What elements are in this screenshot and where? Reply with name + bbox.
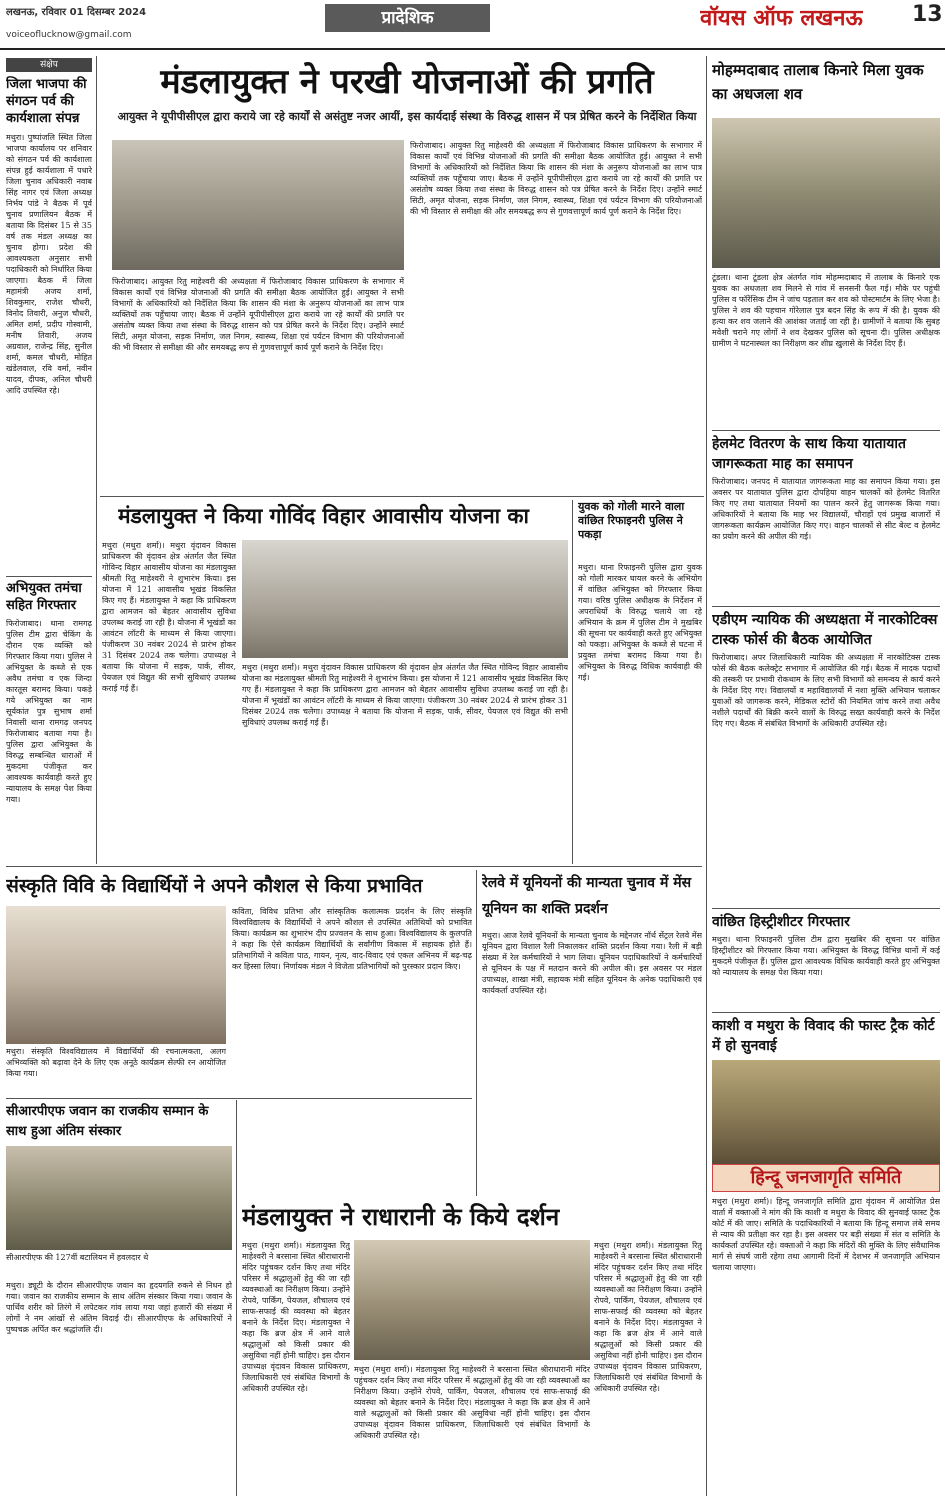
- second-story-photo: [242, 540, 568, 658]
- crpf-photo: [6, 1146, 232, 1250]
- page-number: 13: [912, 2, 943, 27]
- masthead: [0, 0, 945, 50]
- left-story2-headline: अभियुक्त तमंचा सहित गिरफ्तार: [6, 581, 82, 613]
- radha-headline: मंडलायुक्त ने राधारानी के किये दर्शन: [242, 1203, 560, 1231]
- second-story-headline: मंडलायुक्त ने किया गोविंद विहार आवासीय योजना का: [118, 504, 529, 528]
- railway-headline: रेलवे में यूनियनों की मान्यता चुनाव में मेंस यूनियन का शक्ति प्रदर्शन: [482, 875, 692, 917]
- right-story1-body: टूंडला। थाना टूंडला क्षेत्र अंतर्गत गांव मोहम्मदाबाद में तालाब के किनारे एक युवक का अधजला शव मिलने से गांव में सनसनी फैल गई। मौके पर पहुंची पुलिस व फॉरेंसिक टीम ने जांच पड़ताल कर शव को पोस्टमार्टम के लिए भेजा है। पुलिस ने शव की पहचान गोरेलाल पुत्र बदन सिंह के रूप में की है। युवक की हत्या कर शव जलाने की आशंका जताई जा रही है। ग्रामीणों ने बताया कि सुबह मवेशी चराने गए लोगों ने शव देखकर पुलिस को सूचना दी। पुलिस अधीक्षक ग्रामीण ने घटनास्थल का निरीक्षण कर शीघ्र खुलासे के निर्देश दिए हैं।: [712, 273, 940, 348]
- second-story-body-part1: मथुरा (मथुरा शर्मा)। मथुरा वृंदावन विकास प्राधिकरण की वृंदावन क्षेत्र अंतर्गत जैत स्थित गोविन्द विहार आवासीय योजना का मंडलायुक्त श्रीमती रितु माहेश्वरी ने शुभारंभ किया। इस योजना में 121 आवासीय भूखंड विकसित किए गए हैं। मंडलायुक्त ने कहा कि प्राधिकरण द्वारा आमजन को बेहतर आवासीय सुविधा उपलब्ध कराई जा रही है। योजना में भूखंडों का आवंटन लॉटरी के माध्यम से किया जाएगा। पंजीकरण 30 नवंबर 2024 से प्रारंभ होकर 31 दिसंबर 2024 तक चलेगा। उपाध्यक्ष ने बताया कि योजना में सड़क, पार्क, सीवर, पेयजल एवं विद्युत की सभी सुविधाएं उपलब्ध कराई गई हैं।: [102, 541, 236, 693]
- right-story3-body: फिरोजाबाद। अपर जिलाधिकारी न्यायिक की अध्यक्षता में नारकोटिक्स टास्क फोर्स की बैठक कलेक्ट्रेट सभागार में आयोजित की गई। बैठक में मादक पदार्थों की तस्करी पर प्रभावी रोकथाम के लिए सभी विभागों को समन्वय से कार्य करने के निर्देश दिए गए। विद्यालयों व महाविद्यालयों में नशा मुक्ति अभियान चलाकर युवाओं को जागरूक करने, मेडिकल स्टोरों की नियमित जांच करने तथा अवैध नशीले पदार्थों की बिक्री करने वालों के विरुद्ध सख्त कार्यवाही करने के निर्देश दिए गए। बैठक में संबंधित विभागों के अधिकारी उपस्थित रहे।: [712, 653, 940, 728]
- left-story1-headline: जिला भाजपा की संगठन पर्व की कार्यशाला संपन्न: [6, 77, 87, 126]
- police-story-headline: युवक को गोली मारने वाला वांछित रिफाइनरी पुलिस ने पकड़ा: [578, 500, 685, 541]
- radha-body-part3: मथुरा (मथुरा शर्मा)। मंडलायुक्त रितु माहेश्वरी ने बरसाना स्थित श्रीराधारानी मंदिर पहुंचकर दर्शन किए तथा मंदिर परिसर में श्रद्धालुओं हेतु की जा रही व्यवस्थाओं का निरीक्षण किया। उन्होंने रोपवे, पार्किंग, पेयजल, शौचालय एवं साफ-सफाई की व्यवस्था को बेहतर बनाने के निर्देश दिए। मंडलायुक्त ने कहा कि ब्रज क्षेत्र में आने वाले श्रद्धालुओं को किसी प्रकार की असुविधा नहीं होनी चाहिए। इस दौरान उपाध्यक्ष वृंदावन विकास प्राधिकरण, जिलाधिकारी एवं संबंधित विभागों के अधिकारी उपस्थित रहे।: [594, 1241, 702, 1393]
- police-story-body: मथुरा। थाना रिफाइनरी पुलिस द्वारा युवक को गोली मारकर घायल करने के अभियोग में वांछित अभियुक्त को गिरफ्तार किया गया। वरिष्ठ पुलिस अधीक्षक के निर्देशन में अपराधियों के विरुद्ध चलाये जा रहे अभियान के क्रम में पुलिस टीम ने मुखबिर की सूचना पर कार्यवाही करते हुए अभियुक्त को पकड़ा। अभियुक्त के कब्जे से घटना में प्रयुक्त तमंचा बरामद किया गया है। अभियुक्त के विरुद्ध विधिक कार्यवाही की गई।: [578, 563, 702, 682]
- right-story3-headline: एडीएम न्यायिक की अध्यक्षता में नारकोटिक्स टास्क फोर्स की बैठक आयोजित: [712, 612, 938, 648]
- lead-headline: मंडलायुक्त ने परखी योजनाओं की प्रगति: [160, 62, 654, 102]
- crpf-headline: सीआरपीएफ जवान का राजकीय सम्मान के साथ हुआ अंतिम संस्कार: [6, 1104, 209, 1139]
- sanskriti-headline: संस्कृति विवि के विद्यार्थियों ने अपने कौशल से किया प्रभावित: [6, 875, 423, 897]
- right-story1-headline: मोहम्मदाबाद तालाब किनारे मिला युवक का अधजला शव: [712, 61, 924, 103]
- right-story5-body: मथुरा (मथुरा शर्मा)। हिन्दू जनजागृति समिति द्वारा वृंदावन में आयोजित प्रेस वार्ता में वक्ताओं ने मांग की कि काशी व मथुरा के विवाद की सुनवाई फास्ट ट्रैक कोर्ट में की जाए। समिति के पदाधिकारियों ने बताया कि हिन्दू समाज लंबे समय से न्याय की प्रतीक्षा कर रहा है। इस अवसर पर बड़ी संख्या में संत व समिति के कार्यकर्ता उपस्थित रहे। वक्ताओं ने कहा कि मंदिरों की मुक्ति के लिए संवैधानिक मार्ग से संघर्ष जारी रहेगा तथा आगामी दिनों में देशभर में जनजागृति अभियान चलाया जाएगा।: [712, 1197, 940, 1272]
- lead-body-part2: फिरोजाबाद। आयुक्त रितु माहेश्वरी की अध्यक्षता में फिरोजाबाद विकास प्राधिकरण के सभागार में विकास कार्यों एवं विभिन्न योजनाओं की प्रगति की समीक्षा बैठक आयोजित हुई। आयुक्त ने सभी विभागों के अधिकारियों को निर्देशित किया कि शासन की मंशा के अनुरूप योजनाओं का लाभ पात्र व्यक्तियों तक पहुँचाया जाए। बैठक में उन्होंने यूपीपीसीएल द्वारा कराये जा रहे कार्यों की प्रगति पर असंतोष व्यक्त किया तथा संस्था के विरुद्ध शासन को पत्र प्रेषित करने के निर्देश दिए। उन्होंने स्मार्ट सिटी, अमृत योजना, सड़क निर्माण, जल निगम, स्वास्थ्य, शिक्षा एवं पर्यटन विभाग की परियोजनाओं की भी विस्तार से समीक्षा की और समयबद्ध रूप से गुणवत्तापूर्ण कार्य पूर्ण कराने के निर्देश दिए।: [410, 141, 702, 216]
- right-story5-photo: [712, 1060, 940, 1164]
- right-story2-body: फिरोजाबाद। जनपद में यातायात जागरूकता माह का समापन किया गया। इस अवसर पर यातायात पुलिस द्वारा दोपहिया वाहन चालकों को हेलमेट वितरित किए गए तथा यातायात नियमों का पालन करने हेतु जागरूक किया गया। अधिकारियों ने बताया कि माह भर विद्यालयों, चौराहों एवं प्रमुख बाजारों में जागरूकता कार्यक्रम आयोजित किए गए। वाहन चालकों से सीट बेल्ट व हेलमेट का प्रयोग करने की अपील की गई।: [712, 477, 940, 541]
- sanskriti-body: कविता, विविध प्रतिभा और सांस्कृतिक कलात्मक प्रदर्शन के लिए संस्कृति विश्वविद्यालय के विद्यार्थियों ने अपने कौशल से उपस्थित अतिथियों को प्रभावित किया। कार्यक्रम का शुभारंभ दीप प्रज्वलन के साथ हुआ। विश्वविद्यालय के कुलपति ने कहा कि ऐसे कार्यक्रम विद्यार्थियों के सर्वांगीण विकास में सहायक होते हैं। प्रतिभागियों ने कविता पाठ, गायन, नृत्य, वाद-विवाद एवं एकल अभिनय में बढ़-चढ़ कर हिस्सा लिया। निर्णायक मंडल ने विजेता प्रतिभागियों को पुरस्कार प्रदान किए।: [232, 907, 472, 971]
- lead-subheadline: आयुक्त ने यूपीपीसीएल द्वारा कराये जा रहे कार्यों से असंतुष्ट नजर आयीं, इस कार्यदाई संस्था के विरुद्ध शासन में पत्र प्रेषित करने के निर्देशित किया: [117, 110, 697, 123]
- sanskriti-photo: [6, 906, 226, 1044]
- left-story1-body: मथुरा। पुष्पांजलि स्थित जिला भाजपा कार्यालय पर शनिवार को संगठन पर्व की कार्यशाला संपन्न हुई कार्यशाला में पधारे जिला चुनाव अधिकारी नवाब सिंह नागर एवं जिला अध्यक्ष निर्भय पांडे ने बैठक में पूर्व चुनाव प्रणालियन बैठक में बताया कि दिसंबर 15 से 35 वर्ष तक मंडल अध्यक्ष का चुनाव होगा। प्रदेश की आवश्यकता अनुसार सभी पदाधिकारी को निर्धारित किया जाएगा। बैठक में जिला महामंत्री अजय शर्मा, शिवकुमार, राजेश चौधरी, विनोद तिवारी, अनुज चौधरी, अमित शर्मा, प्रदीप गोस्वामी, मनीष तिवारी, अजय अग्रवाल, राजेन्द्र सिंह, सुनील शर्मा, कमल चौधरी, मोहित खंडेलवाल, रवि वर्मा, नवीन यादव, दीपक, अनिल चौधरी आदि उपस्थित रहे।: [6, 133, 92, 395]
- newspaper-brand: वॉयस ऑफ लखनऊ: [700, 6, 863, 31]
- right-story4-headline: वांछित हिस्ट्रीशीटर गिरफ्तार: [712, 914, 850, 930]
- radha-body-part2: मथुरा (मथुरा शर्मा)। मंडलायुक्त रितु माहेश्वरी ने बरसाना स्थित श्रीराधारानी मंदिर पहुंचकर दर्शन किए तथा मंदिर परिसर में श्रद्धालुओं हेतु की जा रही व्यवस्थाओं का निरीक्षण किया। उन्होंने रोपवे, पार्किंग, पेयजल, शौचालय एवं साफ-सफाई की व्यवस्था को बेहतर बनाने के निर्देश दिए। मंडलायुक्त ने कहा कि ब्रज क्षेत्र में आने वाले श्रद्धालुओं को किसी प्रकार की असुविधा नहीं होनी चाहिए। इस दौरान उपाध्यक्ष वृंदावन विकास प्राधिकरण, जिलाधिकारी एवं संबंधित विभागों के अधिकारी उपस्थित रहे।: [354, 1365, 590, 1440]
- second-story-body-part2: मथुरा (मथुरा शर्मा)। मथुरा वृंदावन विकास प्राधिकरण की वृंदावन क्षेत्र अंतर्गत जैत स्थित गोविन्द विहार आवासीय योजना का मंडलायुक्त श्रीमती रितु माहेश्वरी ने शुभारंभ किया। इस योजना में 121 आवासीय भूखंड विकसित किए गए हैं। मंडलायुक्त ने कहा कि प्राधिकरण द्वारा आमजन को बेहतर आवासीय सुविधा उपलब्ध कराई जा रही है। योजना में भूखंडों का आवंटन लॉटरी के माध्यम से किया जाएगा। पंजीकरण 30 नवंबर 2024 से प्रारंभ होकर 31 दिसंबर 2024 तक चलेगा। उपाध्यक्ष ने बताया कि योजना में सड़क, पार्क, सीवर, पेयजल एवं विद्युत की सभी सुविधाएं उपलब्ध कराई गई हैं।: [242, 663, 568, 727]
- right-story5-banner: हिन्दू जनजागृति समिति: [712, 1164, 940, 1192]
- sanskriti-photo-caption: मथुरा। संस्कृति विश्वविद्यालय में विद्यार्थियों की रचनात्मकता, अलग अभिव्यक्ति को बढ़ावा देने के लिए एक अनूठे कार्यक्रम सेल्फी रन आयोजित किया गया।: [6, 1047, 226, 1078]
- radha-body-part1: मथुरा (मथुरा शर्मा)। मंडलायुक्त रितु माहेश्वरी ने बरसाना स्थित श्रीराधारानी मंदिर पहुंचकर दर्शन किए तथा मंदिर परिसर में श्रद्धालुओं हेतु की जा रही व्यवस्थाओं का निरीक्षण किया। उन्होंने रोपवे, पार्किंग, पेयजल, शौचालय एवं साफ-सफाई की व्यवस्था को बेहतर बनाने के निर्देश दिए। मंडलायुक्त ने कहा कि ब्रज क्षेत्र में आने वाले श्रद्धालुओं को किसी प्रकार की असुविधा नहीं होनी चाहिए। इस दौरान उपाध्यक्ष वृंदावन विकास प्राधिकरण, जिलाधिकारी एवं संबंधित विभागों के अधिकारी उपस्थित रहे।: [242, 1241, 350, 1393]
- right-story2-headline: हेलमेट वितरण के साथ किया यातायात जागरूकता माह का समापन: [712, 436, 906, 472]
- radha-photo: [354, 1240, 590, 1360]
- section-title: प्रादेशिक: [325, 4, 490, 32]
- lead-photo-meeting: [112, 140, 404, 270]
- masthead-email: voiceoflucknow@gmail.com: [6, 30, 132, 40]
- right-story4-body: मथुरा। थाना रिफाइनरी पुलिस टीम द्वारा मुखबिर की सूचना पर वांछित हिस्ट्रीशीटर को गिरफ्तार किया गया। अभियुक्त के विरुद्ध विभिन्न थानों में कई मुकदमे पंजीकृत हैं। पुलिस द्वारा आवश्यक विधिक कार्यवाही करते हुए अभियुक्त को न्यायालय के समक्ष पेश किया गया।: [712, 935, 940, 977]
- right-story1-photo: [712, 118, 940, 268]
- issue-date: लखनऊ, रविवार 01 दिसम्बर 2024: [6, 7, 147, 18]
- brief-label: संक्षेप: [6, 58, 92, 72]
- left-story2-body: फिरोजाबाद। थाना रामगढ़ पुलिस टीम द्वारा चेकिंग के दौरान एक व्यक्ति को गिरफ्तार किया गया। पुलिस ने अभियुक्त के कब्जे से एक अवैध तमंचा व एक जिन्दा कारतूस बरामद किया। पकड़े गये अभियुक्त का नाम सूर्यकांत पुत्र सुभाष शर्मा निवासी थाना रामगढ़ जनपद फिरोजाबाद बताया गया है। पुलिस द्वारा अभियुक्त के विरुद्ध सम्बन्धित धाराओं में मुकदमा पंजीकृत कर आवश्यक कार्यवाही करते हुए न्यायालय के समक्ष पेश किया गया।: [6, 619, 92, 804]
- crpf-photo-caption: सीआरपीएफ की 127वीं बटालियन में हवलदार थे: [6, 1253, 149, 1262]
- railway-body: मथुरा। आज रेलवे यूनियनों के मान्यता चुनाव के मद्देनजर नॉर्थ सेंट्रल रेलवे मेंस यूनियन द्वारा विशाल रैली निकालकर शक्ति प्रदर्शन किया गया। रैली में बड़ी संख्या में रेल कर्मचारियों ने भाग लिया। यूनियन पदाधिकारियों ने कर्मचारियों से यूनियन के पक्ष में मतदान करने की अपील की। इस अवसर पर मंडल उपाध्यक्ष, शाखा मंत्री, सहायक मंत्री सहित यूनियन के अनेक पदाधिकारी एवं कार्यकर्ता उपस्थित रहे।: [482, 931, 702, 995]
- lead-body-part1: फिरोजाबाद। आयुक्त रितु माहेश्वरी की अध्यक्षता में फिरोजाबाद विकास प्राधिकरण के सभागार में विकास कार्यों एवं विभिन्न योजनाओं की प्रगति की समीक्षा बैठक आयोजित हुई। आयुक्त ने सभी विभागों के अधिकारियों को निर्देशित किया कि शासन की मंशा के अनुरूप योजनाओं का लाभ पात्र व्यक्तियों तक पहुँचाया जाए। बैठक में उन्होंने यूपीपीसीएल द्वारा कराये जा रहे कार्यों की प्रगति पर असंतोष व्यक्त किया तथा संस्था के विरुद्ध शासन को पत्र प्रेषित करने के निर्देश दिए। उन्होंने स्मार्ट सिटी, अमृत योजना, सड़क निर्माण, जल निगम, स्वास्थ्य, शिक्षा एवं पर्यटन विभाग की परियोजनाओं की भी विस्तार से समीक्षा की और समयबद्ध रूप से गुणवत्तापूर्ण कार्य पूर्ण कराने के निर्देश दिए।: [112, 277, 404, 352]
- right-story5-headline: काशी व मथुरा के विवाद की फास्ट ट्रैक कोर्ट में हो सुनवाई: [712, 1018, 935, 1054]
- crpf-body: मथुरा। ड्यूटी के दौरान सीआरपीएफ जवान का हृदयगति रुकने से निधन हो गया। जवान का राजकीय सम्मान के साथ अंतिम संस्कार किया गया। जवान के पार्थिव शरीर को तिरंगे में लपेटकर गांव लाया गया जहां हजारों की संख्या में लोगों ने नम आंखों से अंतिम विदाई दी। सीआरपीएफ के अधिकारियों ने पुष्पचक्र अर्पित कर श्रद्धांजलि दी।: [6, 1281, 232, 1334]
